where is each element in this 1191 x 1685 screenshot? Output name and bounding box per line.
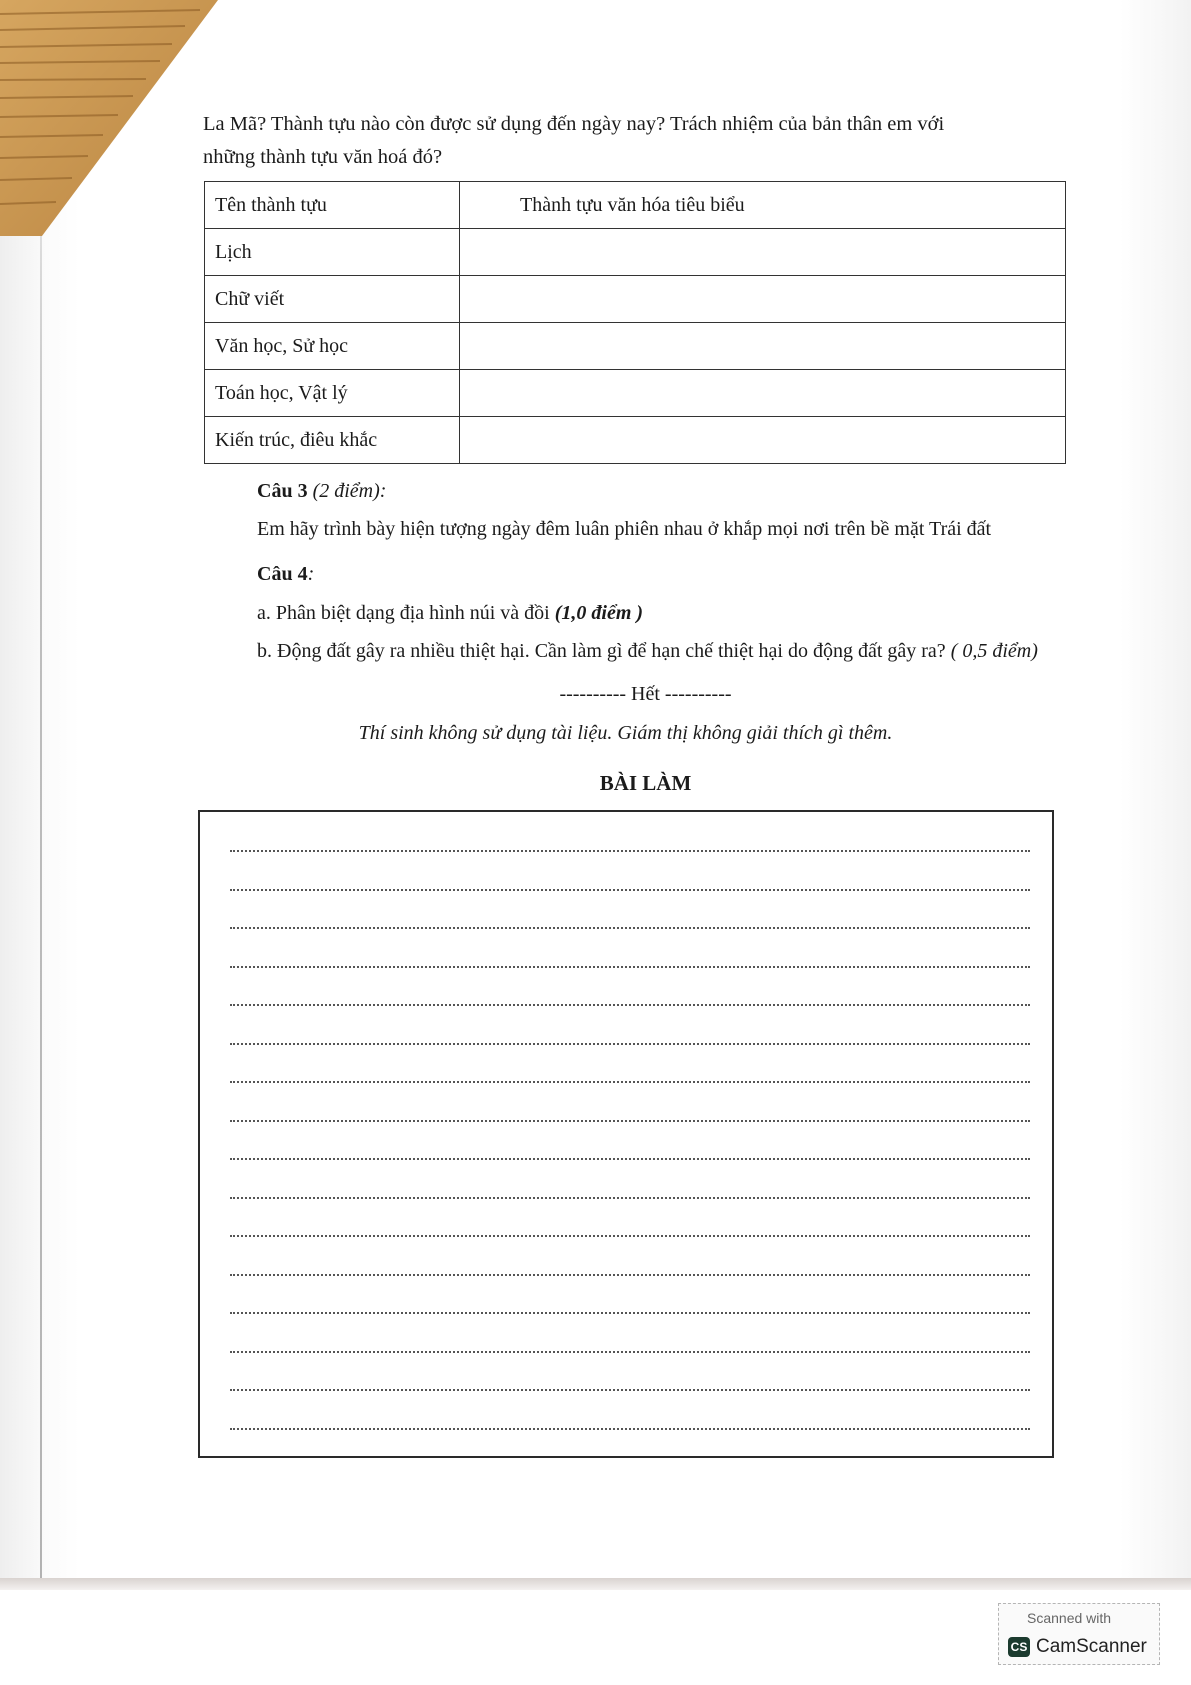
row-label: Toán học, Vật lý [205,370,460,417]
answer-line[interactable] [230,850,1030,852]
row-label: Kiến trúc, điêu khắc [205,417,460,464]
answer-line[interactable] [230,927,1030,929]
achievement-table [204,181,1066,464]
answer-line[interactable] [230,889,1030,891]
question-3-text: Em hãy trình bày hiện tượng ngày đêm luân phiên nhau ở khắp mọi nơi trên bề mặt Trái đất [257,518,992,540]
wood-table-corner [0,0,230,240]
question-4b-text: b. Động đất gây ra nhiều thiệt hại. Cần làm gì để hạn chế thiệt hại do động đất gây ra? [257,640,951,662]
answer-box[interactable] [198,810,1054,1458]
question-4a-points: (1,0 điểm ) [554,602,644,624]
header-achievement-name: Tên thành tựu [205,182,460,229]
header-typical-achievement: Thành tựu văn hóa tiêu biểu [460,182,1066,229]
end-mark: ---------- Hết ---------- [559,683,732,705]
table-row [205,276,1066,323]
answer-line[interactable] [230,966,1030,968]
answer-line[interactable] [230,1351,1030,1353]
answer-line[interactable] [230,1197,1030,1199]
answer-line[interactable] [230,1312,1030,1314]
row-answer-cell[interactable] [460,276,1066,323]
row-label: Chữ viết [205,276,460,323]
question-4b [257,640,1038,663]
answer-line[interactable] [230,1043,1030,1045]
row-label: Văn học, Sử học [205,323,460,370]
row-answer-cell[interactable] [460,370,1066,417]
answer-line[interactable] [230,1389,1030,1391]
question-4-colon: : [307,563,315,585]
camscanner-logo-icon: CS [1008,1637,1030,1657]
question-4a [257,602,643,625]
intro-line-1: La Mã? Thành tựu nào còn được sử dụng đến ngày nay? Trách nhiệm của bản thân em với [203,113,945,135]
question-3-heading [257,480,386,503]
answer-line[interactable] [230,1235,1030,1237]
row-answer-cell[interactable] [460,417,1066,464]
row-label: Lịch [205,229,460,276]
table-row [205,417,1066,464]
question-4-heading [257,563,314,586]
answer-line[interactable] [230,1004,1030,1006]
answer-line[interactable] [230,1120,1030,1122]
camscanner-badge [998,1603,1160,1665]
answer-line[interactable] [230,1274,1030,1276]
table-row [205,370,1066,417]
question-3-points: (2 điểm): [312,480,387,502]
intro-line-2: những thành tựu văn hoá đó? [203,146,443,168]
row-answer-cell[interactable] [460,229,1066,276]
answer-line[interactable] [230,1081,1030,1083]
scan-bottom-edge [0,1578,1191,1590]
question-4b-points: ( 0,5 điểm) [950,640,1038,662]
table-row [205,229,1066,276]
row-answer-cell[interactable] [460,323,1066,370]
answer-line[interactable] [230,1428,1030,1430]
question-3-label: Câu 3 [257,480,308,502]
answer-section-title: BÀI LÀM [599,771,692,795]
table-header-row [205,182,1066,229]
camscanner-brand: CamScanner [1036,1636,1147,1657]
table-row [205,323,1066,370]
answer-line[interactable] [230,1158,1030,1160]
question-4a-text: a. Phân biệt dạng địa hình núi và đồi [257,602,555,624]
exam-note: Thí sinh không sử dụng tài liệu. Giám thị không giải thích gì thêm. [358,722,893,744]
question-4-label: Câu 4 [257,563,308,585]
scanned-with-text: Scanned with [1027,1610,1112,1626]
